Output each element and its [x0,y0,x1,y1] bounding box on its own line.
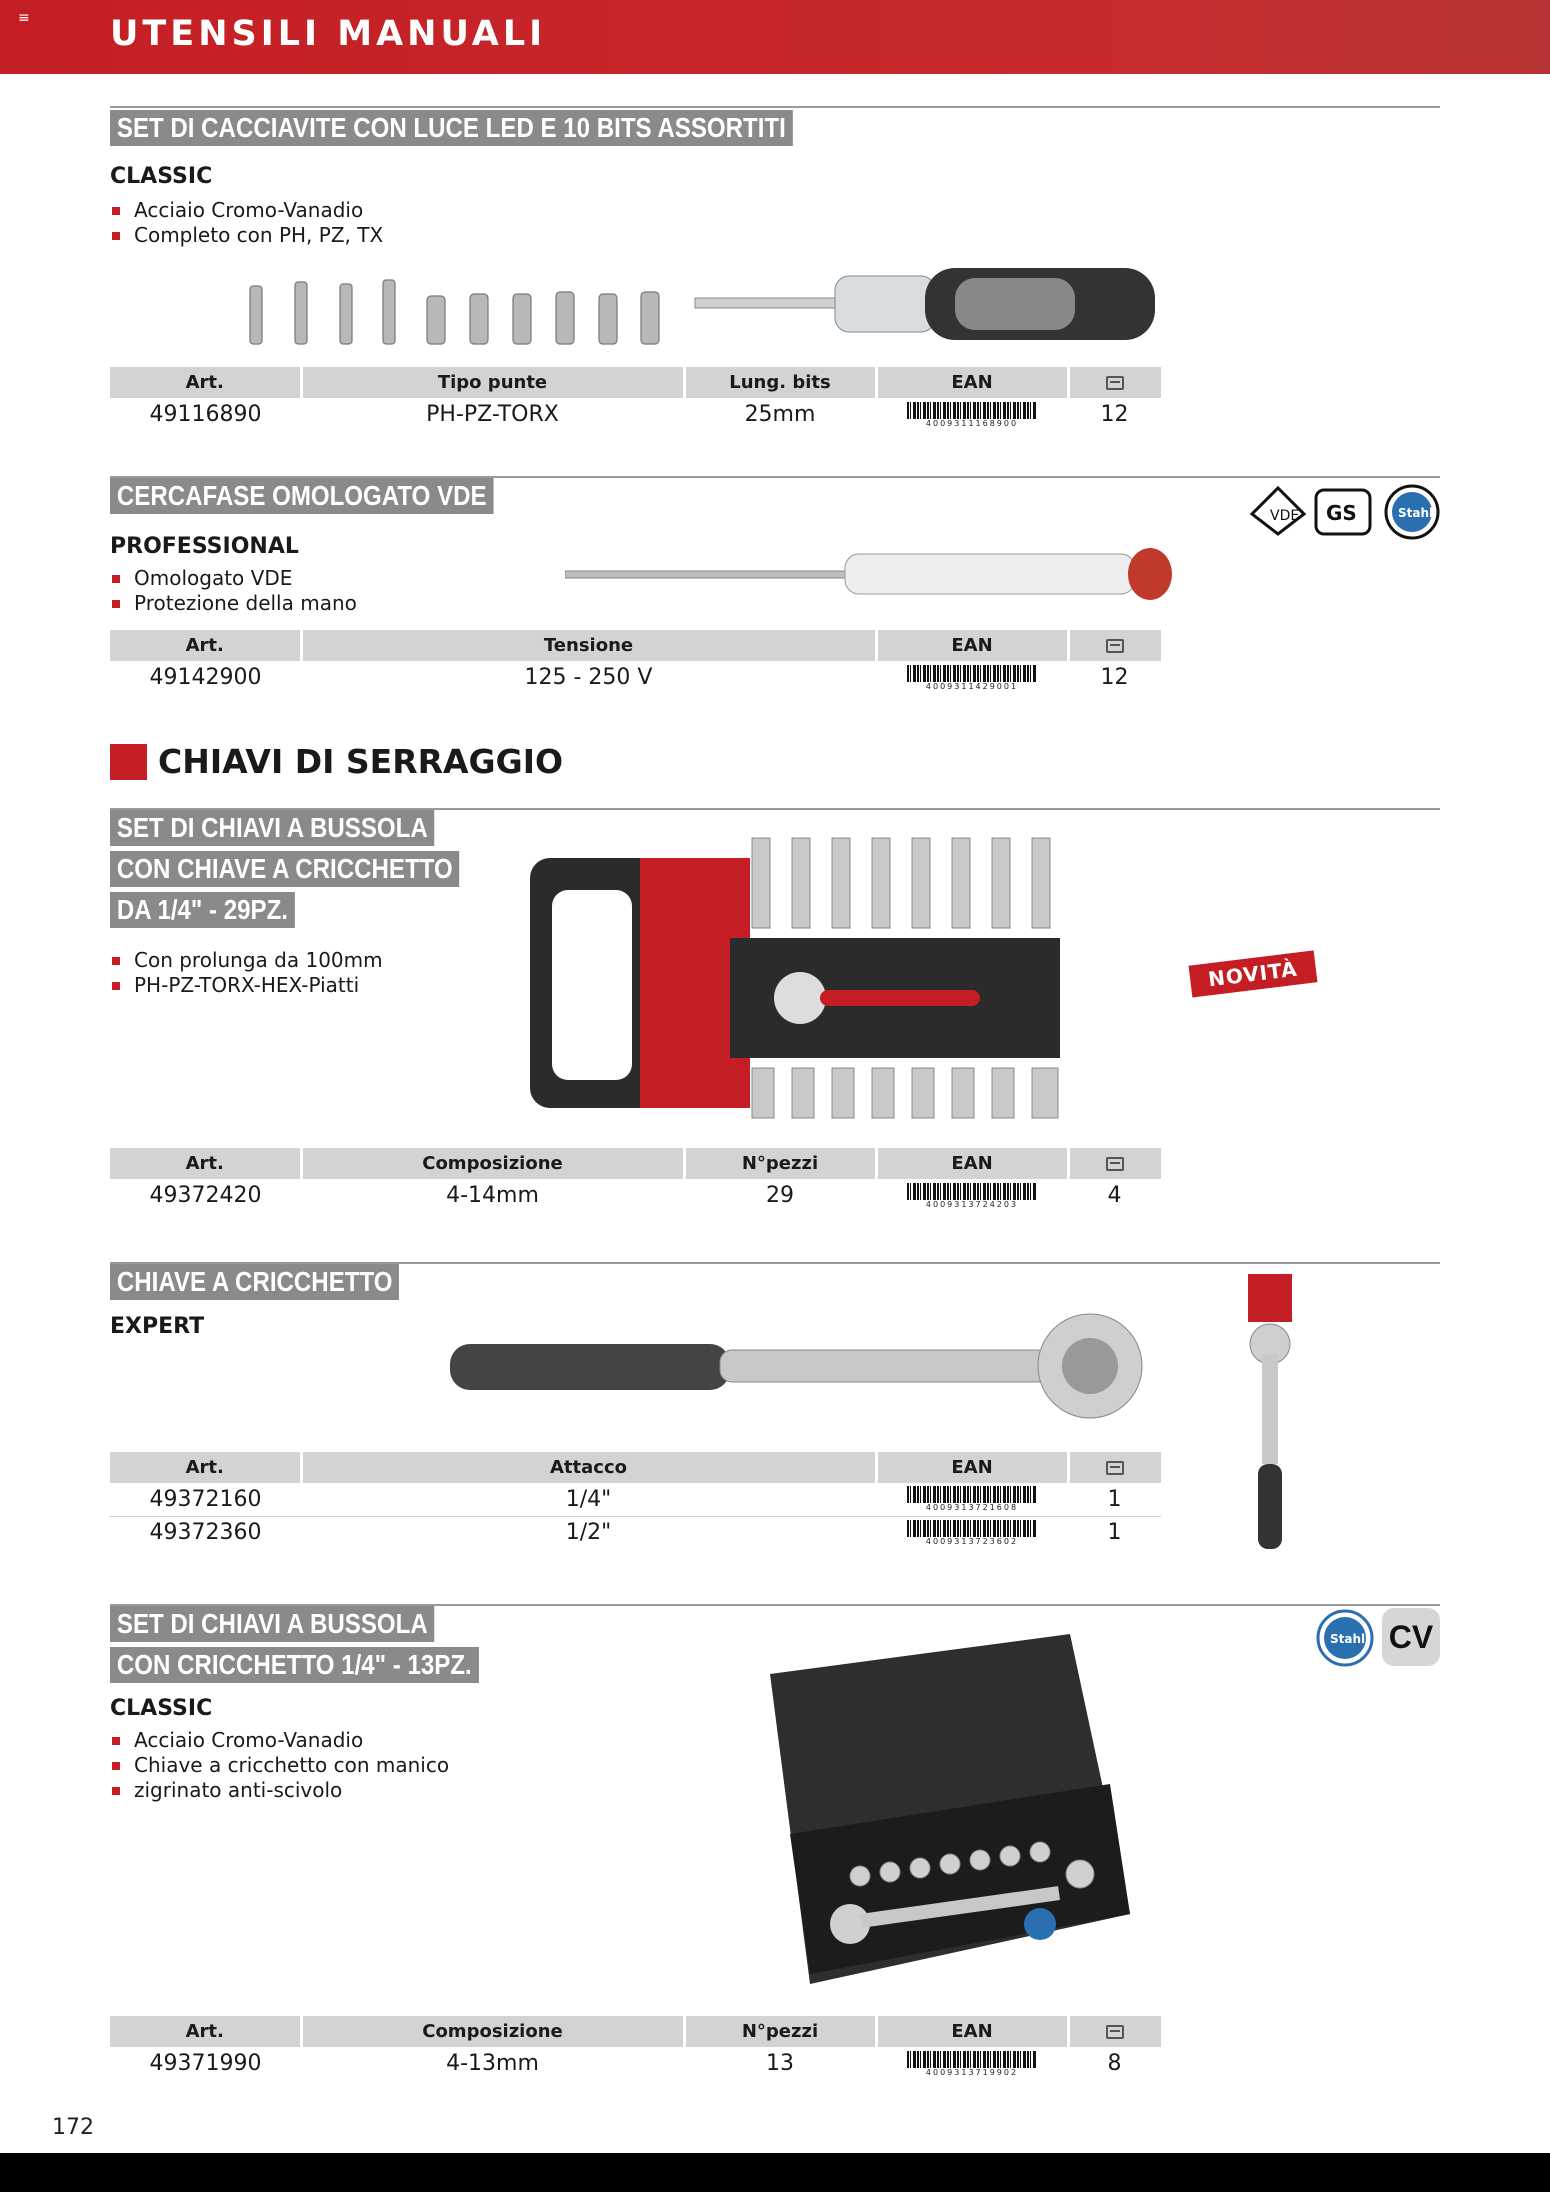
feature-item: Acciaio Cromo-Vanadio [110,1728,449,1753]
package-icon [1106,376,1124,390]
column-header: N°pezzi [684,2016,876,2047]
column-header: Composizione [301,2016,684,2047]
column-header: EAN [876,630,1068,661]
spec-table [110,2016,1161,2080]
cv-badge: CV [1382,1608,1440,1666]
column-header: Composizione [301,1148,684,1179]
feature-list [110,1728,449,1803]
column-header: Art. [110,367,301,398]
socket-set-image [530,828,1270,1128]
column-header: EAN [876,2016,1068,2047]
product-title-line: CON CRICCHETTO 1/4" - 13PZ. [110,1647,479,1683]
package-icon [1106,2025,1124,2039]
product-title-line: SET DI CHIAVI A BUSSOLA [110,1606,435,1642]
page-number: 172 [52,2115,94,2140]
article-number: 49371990 [149,2051,262,2076]
article-number: 49116890 [149,402,262,427]
spec-table [110,367,1161,431]
barcode-icon: 4009313721608 [907,1486,1037,1512]
spec-table [110,630,1161,694]
ean-cell [876,1483,1068,1516]
menu-icon[interactable]: ≡ [18,10,30,26]
ean-cell [876,661,1068,694]
footer-bar [0,2153,1550,2192]
column-header: Art. [110,1148,301,1179]
table-header-row [110,2016,1161,2047]
column-header: EAN [876,367,1068,398]
product-title [110,110,904,151]
screwdriver-image [685,256,1175,352]
column-header: Tipo punte [301,367,684,398]
product-title [110,1606,539,1688]
feature-list [110,948,383,998]
section-rule [110,106,1440,108]
table-header-row [110,630,1161,661]
product-title-line: DA 1/4" - 29PZ. [110,892,295,928]
column-header-pack [1068,1148,1161,1179]
column-header: Attacco [301,1452,876,1483]
ean-cell [876,2047,1068,2080]
pack-qty: 1 [1107,1486,1122,1512]
table-header-row [110,1452,1161,1483]
feature-item: Omologato VDE [110,566,357,591]
barcode-icon: 4009311168900 [907,402,1037,428]
bit-length: 25mm [744,402,816,427]
product-title-line: CERCAFASE OMOLOGATO VDE [110,478,493,514]
category-title: CHIAVI DI SERRAGGIO [158,742,564,781]
column-header-pack [1068,1452,1161,1483]
svg-text:GS: GS [1326,501,1357,525]
heading-square [110,744,147,780]
column-header: Lung. bits [684,367,876,398]
feature-item: Protezione della mano [110,591,357,616]
product-title-line: SET DI CACCIAVITE CON LUCE LED E 10 BITS ASSORTITI [110,110,793,146]
feature-item: PH-PZ-TORX-HEX-Piatti [110,973,383,998]
feature-item: Chiave a cricchetto con manico [110,1753,449,1778]
new-badge: NOVITÀ [1189,950,1318,997]
table-row [110,1179,1161,1212]
piece-count: 29 [766,1183,794,1208]
spec-table [110,1452,1161,1549]
header-bar [0,0,1550,74]
article-number: 49372360 [110,1516,301,1549]
package-icon [1106,1157,1124,1171]
voltage-tester-image [565,534,1175,614]
product-title-line: SET DI CHIAVI A BUSSOLA [110,810,435,846]
column-header: EAN [876,1452,1068,1483]
table-header-row [110,367,1161,398]
ratchet-image [450,1310,1170,1420]
product-line: PROFESSIONAL [110,534,299,559]
product-ratchet [110,1262,1440,1562]
column-header-pack [1068,630,1161,661]
product-title [110,478,556,519]
column-header: Tensione [301,630,876,661]
certification-icons [1248,482,1440,540]
product-line: CLASSIC [110,1696,213,1721]
column-header: Art. [110,630,301,661]
article-number: 49142900 [149,665,262,690]
product-title [110,810,516,933]
barcode-icon: 4009313723602 [907,1520,1037,1546]
ratchet-package-image [1240,1274,1310,1554]
feature-item: Acciaio Cromo-Vanadio [110,198,383,223]
pack-qty: 12 [1100,402,1129,427]
barcode-icon: 4009313724203 [907,1183,1037,1209]
ean-cell [876,398,1068,431]
tip-type: PH-PZ-TORX [426,402,559,427]
article-number: 49372420 [149,1183,262,1208]
product-title-line: CON CHIAVE A CRICCHETTO [110,851,460,887]
product-line: EXPERT [110,1314,205,1339]
feature-list [110,198,383,248]
feature-item: Con prolunga da 100mm [110,948,383,973]
product-voltage-tester [110,476,1440,706]
column-header: Art. [110,2016,301,2047]
product-line: CLASSIC [110,164,213,189]
svg-text:Stahl: Stahl [1398,506,1434,520]
feature-item: Completo con PH, PZ, TX [110,223,383,248]
table-row [110,2047,1161,2080]
composition: 4-13mm [446,2051,539,2076]
pack-qty: 12 [1100,665,1129,690]
feature-item-continued: zigrinato anti-scivolo [110,1778,449,1803]
spec-table [110,1148,1161,1212]
ean-cell [876,1516,1068,1549]
table-header-row [110,1148,1161,1179]
pack-qty: 1 [1068,1516,1161,1549]
drive-size: 1/4" [565,1486,612,1512]
barcode-icon: 4009311429001 [907,665,1037,691]
voltage: 125 - 250 V [524,665,653,690]
ean-cell [876,1179,1068,1212]
svg-text:Stahl: Stahl [1330,1632,1366,1646]
column-header: N°pezzi [684,1148,876,1179]
table-row [110,398,1161,431]
socket-case-image [750,1624,1150,2004]
composition: 4-14mm [446,1183,539,1208]
svg-text:VDE: VDE [1270,508,1300,524]
product-title [110,1264,446,1305]
column-header-pack [1068,367,1161,398]
product-title-line: CHIAVE A CRICCHETTO [110,1264,399,1300]
column-header: Art. [110,1452,301,1483]
product-socket-set-29 [110,808,1440,1228]
pack-qty: 8 [1107,2051,1122,2076]
stahl-icon [1315,1608,1375,1668]
column-header-pack [1068,2016,1161,2047]
table-row [110,661,1161,694]
piece-count: 13 [766,2051,794,2076]
product-screwdriver-set [110,106,1440,446]
page-title: UTENSILI MANUALI [110,14,547,54]
product-socket-set-13 [110,1604,1440,2077]
drive-size: 1/2" [301,1516,876,1549]
feature-list [110,566,357,616]
barcode-icon: 4009313719902 [907,2051,1037,2077]
article-number: 49372160 [149,1486,262,1512]
pack-qty: 4 [1107,1183,1122,1208]
package-icon [1106,639,1124,653]
package-icon [1106,1461,1124,1475]
table-row [110,1516,1161,1549]
table-row [110,1483,1161,1516]
column-header: EAN [876,1148,1068,1179]
